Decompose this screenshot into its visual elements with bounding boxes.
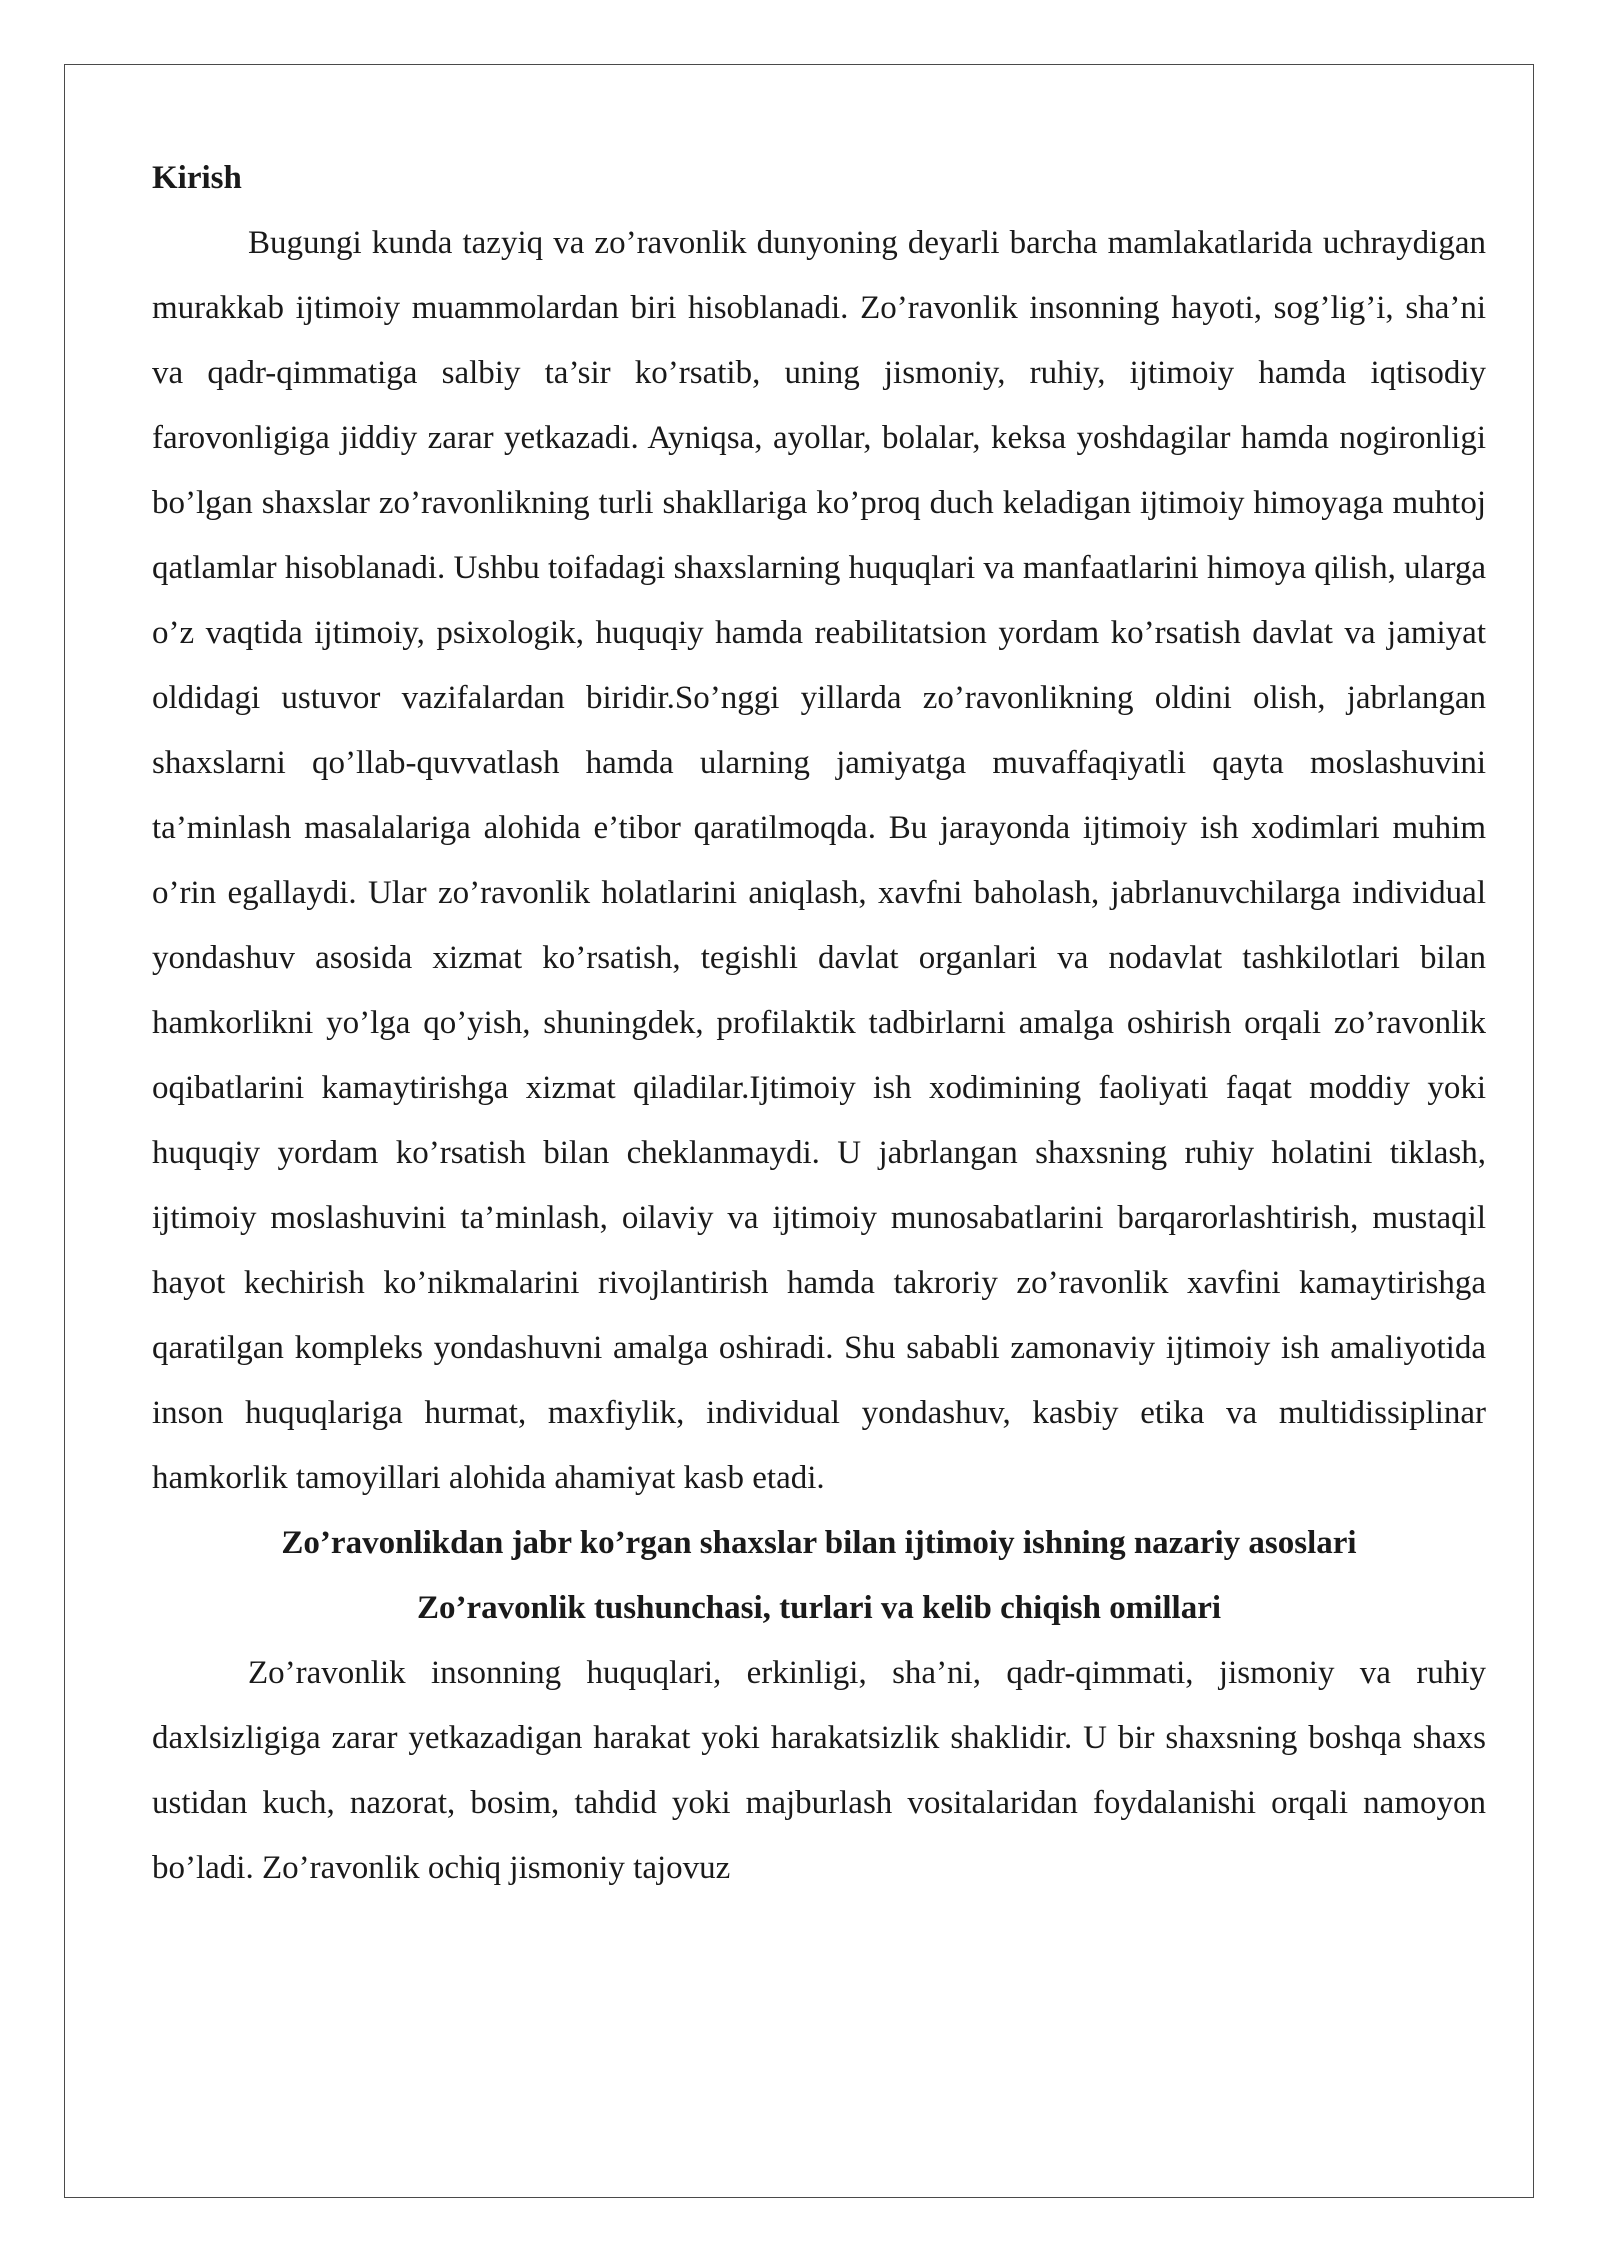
document-body (152, 146, 1486, 1901)
section-heading: Zo’ravonlikdan jabr ko’rgan shaxslar bilan ijtimoiy ishning nazariy asoslari (281, 1525, 1357, 1561)
body-paragraph: Zo’ravonlik insonning huquqlari, erkinligi, sha’ni, qadr-qimmati, jismoniy va ruhiy daxlsizligiga zarar yetkazadigan harakat yoki harakatsizlik shaklidir. U bir shaxsning boshqa shaxs ustidan kuch, nazorat, bosim, tahdid yoki majburlash vositalaridan foydalanishi orqali namoyon bo’ladi. Zo’ravonlik ochiq jismoniy tajovuz (152, 1655, 1486, 1886)
intro-paragraph: Bugungi kunda tazyiq va zo’ravonlik dunyoning deyarli barcha mamlakatlarida uchraydigan murakkab ijtimoiy muammolardan biri hisoblanadi. Zo’ravonlik insonning hayoti, sog’lig’i, sha’ni va qadr-qimmatiga salbiy ta’sir ko’rsatib, uning jismoniy, ruhiy, ijtimoiy hamda iqtisodiy farovonligiga jiddiy zarar yetkazadi. Ayniqsa, ayollar, bolalar, keksa yoshdagilar hamda nogironligi bo’lgan shaxslar zo’ravonlikning turli shakllariga ko’proq duch keladigan ijtimoiy himoyaga muhtoj qatlamlar hisoblanadi. Ushbu toifadagi shaxslarning huquqlari va manfaatlarini himoya qilish, ularga o’z vaqtida ijtimoiy, psixologik, huquqiy hamda reabilitatsion yordam ko’rsatish davlat va jamiyat oldidagi ustuvor vazifalardan biridir.So’nggi yillarda zo’ravonlikning oldini olish, jabrlangan shaxslarni qo’llab-quvvatlash hamda ularning jamiyatga muvaffaqiyatli qayta moslashuvini ta’minlash masalalariga alohida e’tibor qaratilmoqda. Bu jarayonda ijtimoiy ish xodimlari muhim o’rin egallaydi. Ular zo’ravonlik holatlarini aniqlash, xavfni baholash, jabrlanuvchilarga individual yondashuv asosida xizmat ko’rsatish, tegishli davlat organlari va nodavlat tashkilotlari bilan hamkorlikni yo’lga qo’yish, shuningdek, profilaktik tadbirlarni amalga oshirish orqali zo’ravonlik oqibatlarini kamaytirishga xizmat qiladilar.Ijtimoiy ish xodimining faoliyati faqat moddiy yoki huquqiy yordam ko’rsatish bilan cheklanmaydi. U jabrlangan shaxsning ruhiy holatini tiklash, ijtimoiy moslashuvini ta’minlash, oilaviy va ijtimoiy munosabatlarini barqarorlashtirish, mustaqil hayot kechirish ko’nikmalarini rivojlantirish hamda takroriy zo’ravonlik xavfini kamaytirishga qaratilgan kompleks yondashuvni amalga oshiradi. Shu sababli zamonaviy ijtimoiy ish amaliyotida inson huquqlariga hurmat, maxfiylik, individual yondashuv, kasbiy etika va multidissiplinar hamkorlik tamoyillari alohida ahamiyat kasb etadi. (152, 225, 1486, 1496)
subsection-heading: Zo’ravonlik tushunchasi, turlari va kelib chiqish omillari (416, 1590, 1222, 1626)
intro-heading: Kirish (152, 160, 242, 196)
